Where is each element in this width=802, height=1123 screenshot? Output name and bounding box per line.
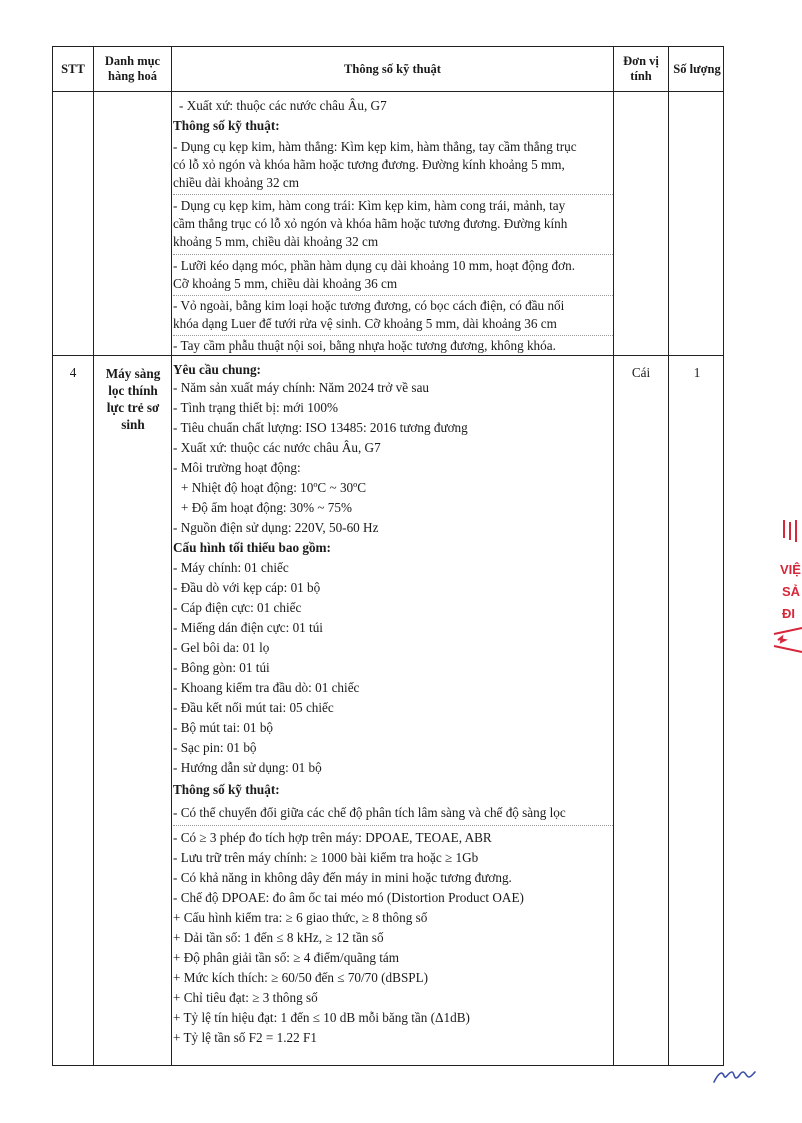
config-line: - Miếng dán điện cực: 01 túi	[173, 620, 323, 635]
general-title: Yêu cầu chung:	[173, 362, 261, 377]
row-divider	[53, 355, 723, 356]
spec-line: + Dải tần số: 1 đến ≤ 8 kHz, ≥ 12 tần số	[173, 930, 384, 945]
spec-line: chiều dài khoảng 32 cm	[173, 175, 299, 190]
spec-line: - Lưỡi kéo dạng móc, phần hàm dụng cụ dài khoảng 10 mm, hoạt động đơn.	[173, 258, 575, 273]
dotted-separator	[173, 254, 613, 255]
general-line: + Độ ẩm hoạt động: 30% ~ 75%	[181, 500, 352, 515]
general-line: - Tình trạng thiết bị: mới 100%	[173, 400, 338, 415]
spec-title: Thông số kỹ thuật:	[173, 118, 280, 133]
config-line: - Máy chính: 01 chiếc	[173, 560, 289, 575]
signature-icon	[712, 1062, 756, 1086]
item-name-line: Máy sàng	[105, 366, 161, 381]
dotted-separator	[173, 335, 613, 336]
config-line: - Sạc pin: 01 bộ	[173, 740, 257, 755]
spec-line: - Có khả năng in không dây đến máy in mini hoặc tương đương.	[173, 870, 512, 885]
stamp-text: VIỆ	[780, 562, 801, 577]
spec-line: - Lưu trữ trên máy chính: ≥ 1000 bài kiểm tra hoặc ≥ 1Gb	[173, 850, 479, 865]
config-line: - Đầu kết nối mút tai: 05 chiếc	[173, 700, 334, 715]
general-line: - Nguồn điện sử dụng: 220V, 50-60 Hz	[173, 520, 379, 535]
spec-line: - Tay cầm phẫu thuật nội soi, bằng nhựa hoặc tương đương, không khóa.	[173, 338, 556, 353]
dotted-separator	[173, 295, 613, 296]
item-quantity: 1	[693, 365, 701, 380]
spec-line: - Có thể chuyển đổi giữa các chế độ phân tích lâm sàng và chế độ sàng lọc	[173, 805, 566, 820]
item-name-line: lọc thính	[108, 383, 158, 398]
item-name	[93, 365, 173, 433]
spec-line: + Tỷ lệ tần số F2 = 1.22 F1	[173, 1030, 317, 1045]
dotted-separator	[173, 825, 613, 826]
general-line: - Môi trường hoạt động:	[173, 460, 301, 475]
spec-line: + Mức kích thích: ≥ 60/50 đến ≤ 70/70 (dBSPL)	[173, 970, 429, 985]
spec-line: - Dụng cụ kẹp kim, hàm cong trái: Kìm kẹp kim, hàm cong trái, mảnh, tay	[173, 198, 566, 213]
spec-line: - Chế độ DPOAE: đo âm ốc tai méo mó (Distortion Product OAE)	[173, 890, 524, 905]
item-name-line: lực trẻ sơ	[106, 400, 160, 415]
col-divider	[93, 47, 94, 1065]
general-line: - Xuất xứ: thuộc các nước châu Âu, G7	[173, 440, 381, 455]
spec-table	[52, 46, 724, 1066]
spec-line: + Chỉ tiêu đạt: ≥ 3 thông số	[173, 990, 318, 1005]
stamp-text: SẢ	[782, 584, 801, 599]
header-spec: Thông số kỹ thuật	[344, 61, 441, 76]
col-divider	[171, 47, 172, 1065]
origin-line: - Xuất xứ: thuộc các nước châu Âu, G7	[179, 98, 387, 113]
spec-line: + Độ phân giải tần số: ≥ 4 điểm/quãng tám	[173, 950, 400, 965]
spec-line: - Vỏ ngoài, bằng kim loại hoặc tương đương, có bọc cách điện, có đầu nối	[173, 298, 565, 313]
spec-title: Thông số kỹ thuật:	[173, 782, 280, 797]
config-line: - Hướng dẫn sử dụng: 01 bộ	[173, 760, 322, 775]
general-line: - Năm sản xuất máy chính: Năm 2024 trở về sau	[173, 380, 430, 395]
config-line: - Đầu dò với kẹp cáp: 01 bộ	[173, 580, 321, 595]
stamp-text: ĐI	[782, 606, 795, 621]
spec-line: - Dụng cụ kẹp kim, hàm thẳng: Kìm kẹp kim, hàm thẳng, tay cầm thẳng trục	[173, 139, 577, 154]
spec-line: + Cấu hình kiểm tra: ≥ 6 giao thức, ≥ 8 thông số	[173, 910, 428, 925]
header-quantity: Số lượng	[673, 61, 721, 76]
spec-line: khoảng 5 mm, chiều dài khoảng 32 cm	[173, 234, 379, 249]
spec-line: cầm thẳng trục có lỗ xỏ ngón và khóa hãm hoặc tương đương. Đường kính	[173, 216, 568, 231]
spec-line: khóa dạng Luer để tưới rửa vệ sinh. Cỡ khoảng 5 mm, dài khoảng 36 cm	[173, 316, 557, 331]
config-title: Cấu hình tối thiểu bao gồm:	[173, 540, 331, 555]
config-line: - Bông gòn: 01 túi	[173, 660, 270, 675]
item-stt: 4	[69, 365, 77, 380]
spec-line: Cỡ khoảng 5 mm, chiều dài khoảng 36 cm	[173, 276, 398, 291]
header-stt: STT	[61, 61, 85, 76]
dotted-separator	[173, 194, 613, 195]
red-stamp-icon	[762, 516, 802, 664]
general-line: - Tiêu chuẩn chất lượng: ISO 13485: 2016 tương đương	[173, 420, 468, 435]
header-unit: Đơn vị tính	[623, 54, 659, 83]
config-line: - Bộ mút tai: 01 bộ	[173, 720, 274, 735]
spec-line: - Có ≥ 3 phép đo tích hợp trên máy: DPOAE, TEOAE, ABR	[173, 830, 492, 845]
general-line: + Nhiệt độ hoạt động: 10ºC ~ 30ºC	[181, 480, 367, 495]
config-line: - Cáp điện cực: 01 chiếc	[173, 600, 302, 615]
col-divider	[668, 47, 669, 1065]
header-category: Danh mục hàng hoá	[104, 54, 161, 83]
item-name-line: sinh	[121, 417, 145, 432]
config-line: - Khoang kiểm tra đầu dò: 01 chiếc	[173, 680, 360, 695]
spec-line: có lỗ xỏ ngón và khóa hãm hoặc tương đương. Đường kính khoảng 5 mm,	[173, 157, 565, 172]
item-unit: Cái	[631, 365, 651, 380]
col-divider	[613, 47, 614, 1065]
config-line: - Gel bôi da: 01 lọ	[173, 640, 270, 655]
header-divider	[53, 91, 723, 92]
spec-line: + Tỷ lệ tín hiệu đạt: 1 đến ≤ 10 dB mỗi băng tần (Δ1dB)	[173, 1010, 470, 1025]
